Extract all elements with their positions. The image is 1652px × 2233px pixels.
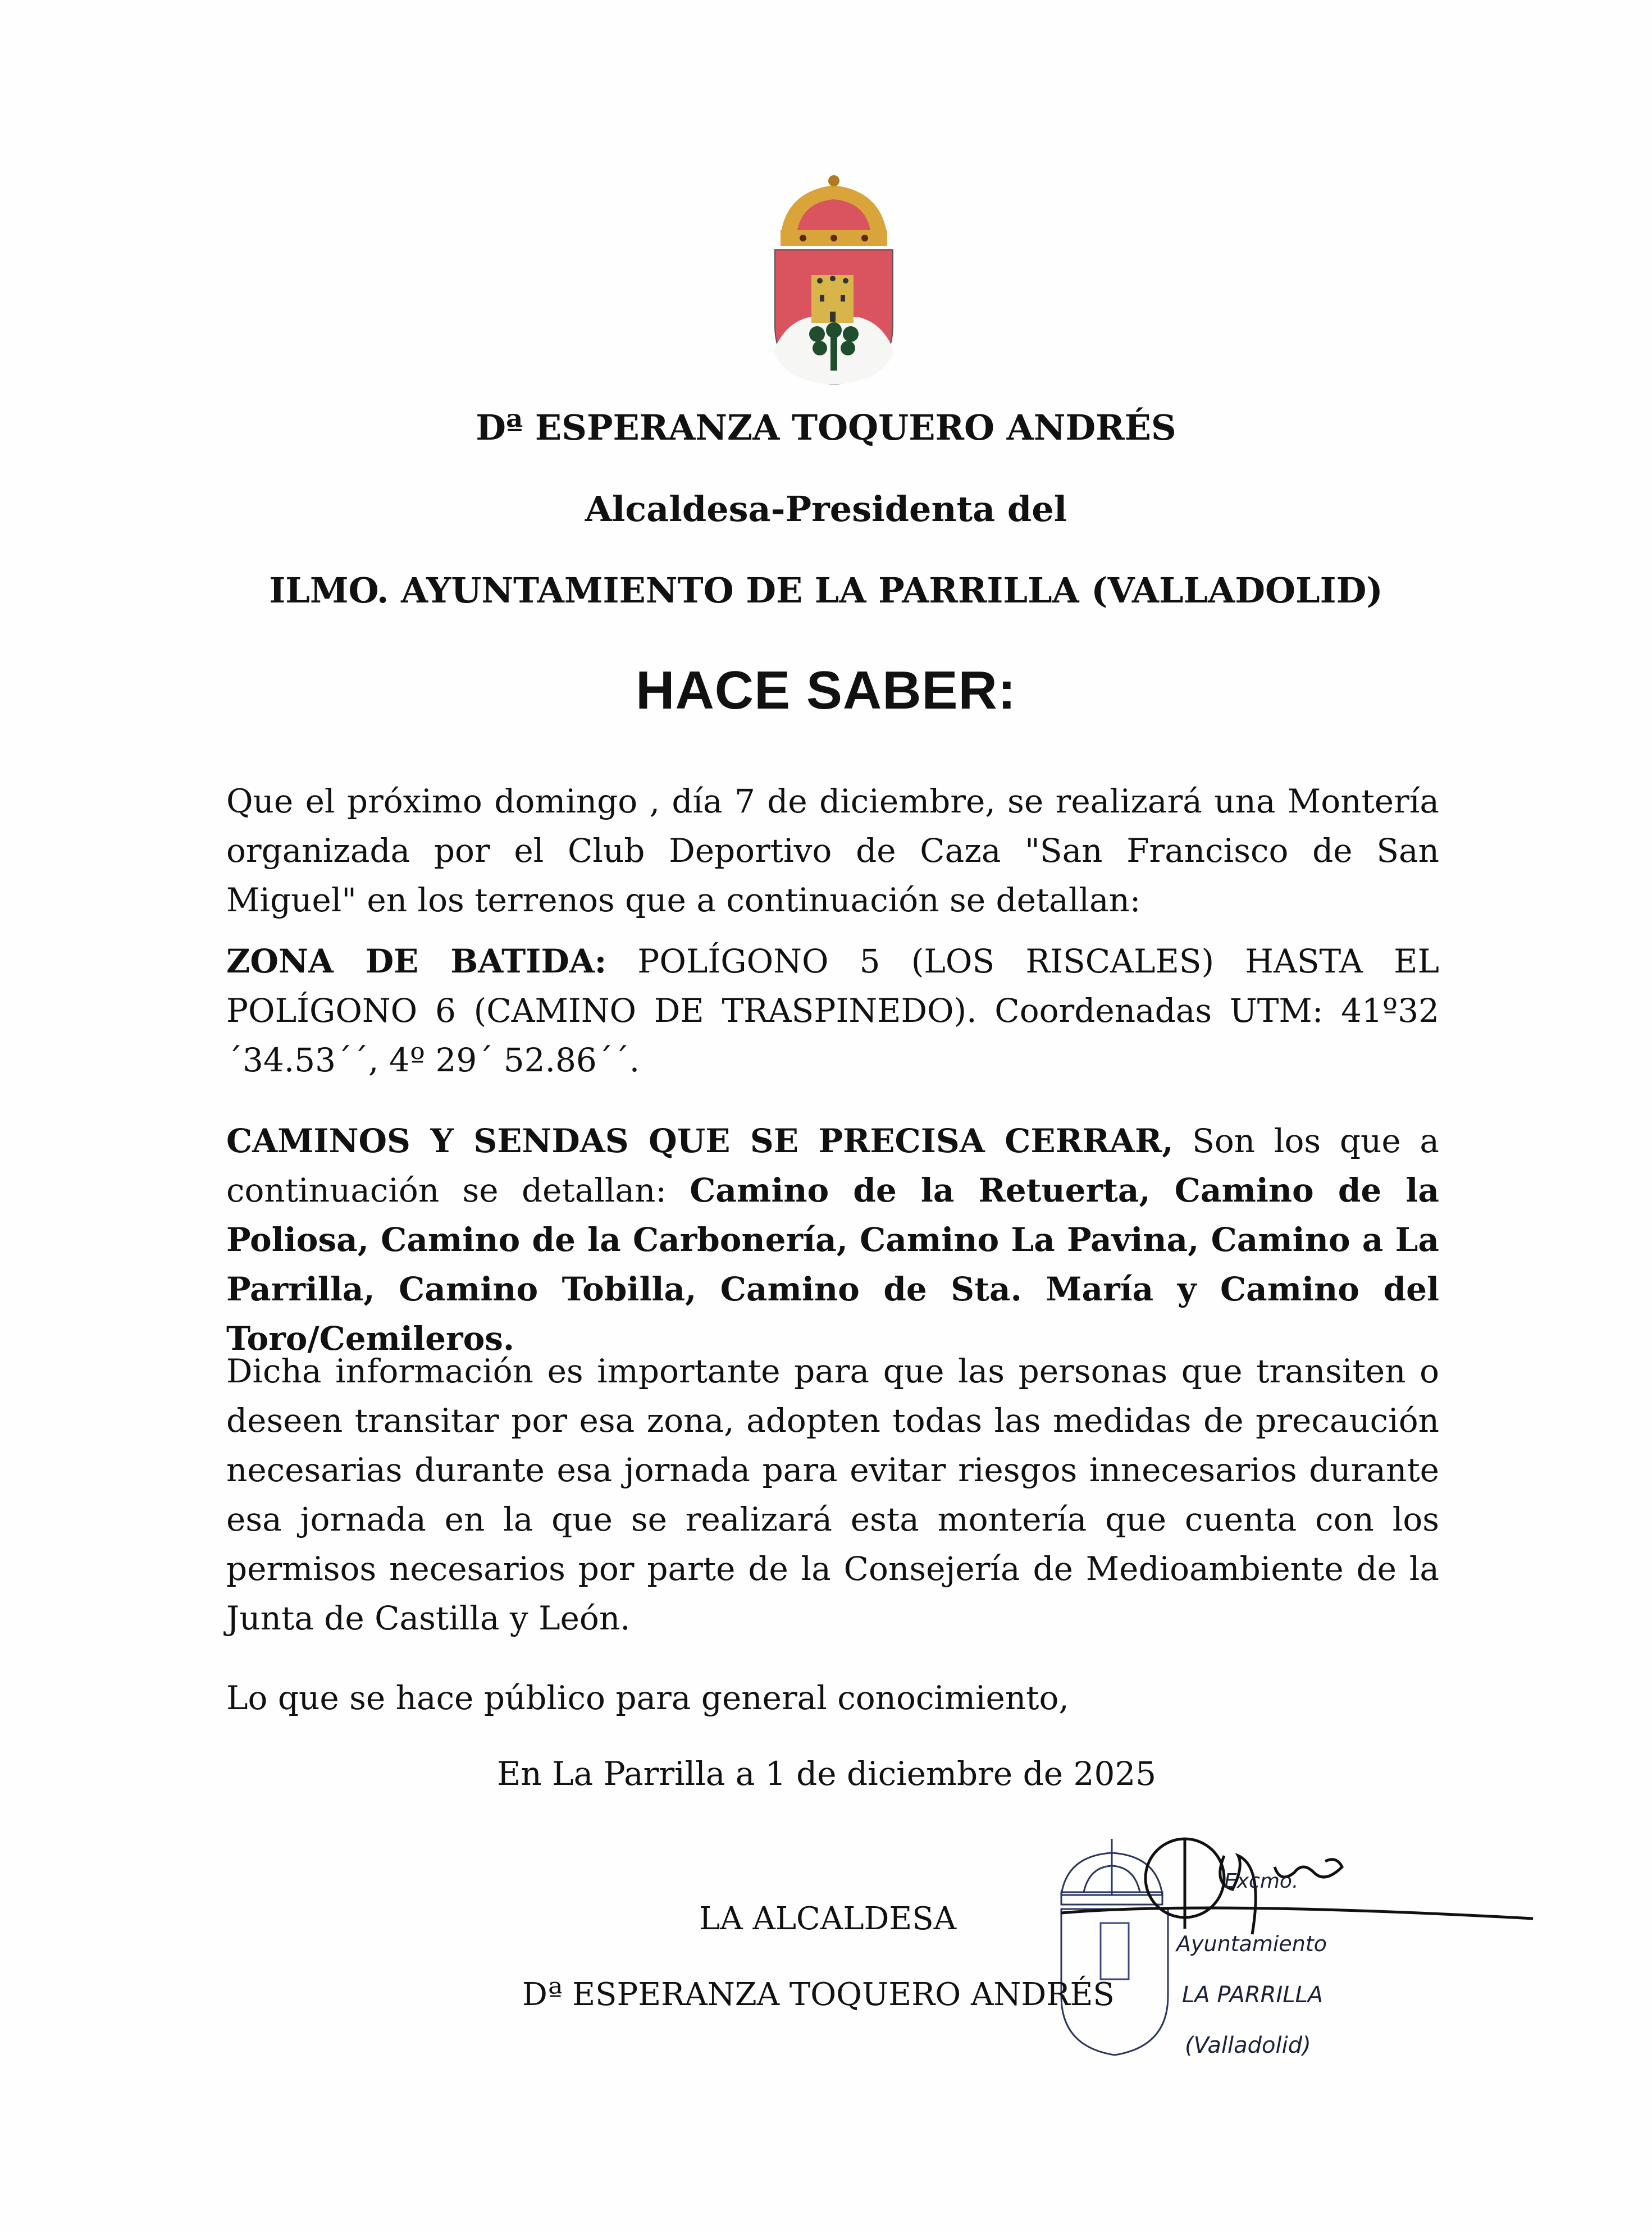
caminos-text: Son los que a continuación se detallan: <box>226 1122 1440 1209</box>
info-paragraph: Dicha información es importante para que las personas que transiten o deseen transitar por esa zona, adopten todas las medidas de precaución necesarias durante esa jornada para evitar riesgos innecesarios durante esa jornada en la que se realizará esta montería que cuenta con los permisos necesarios por parte de la Consejería de Medioambiente de la Junta de Castilla y León. <box>226 1352 1439 1637</box>
caminos-paragraph <box>226 1116 1439 1363</box>
signature-name: Dª ESPERANZA TOQUERO ANDRÉS <box>522 1976 1115 2013</box>
stamp-line: (Valladolid) <box>1185 2033 1311 2058</box>
shield-icon <box>775 250 893 385</box>
mayor-role-heading: Alcaldesa-Presidenta del <box>585 488 1067 529</box>
stamp-line: Excmo. <box>1224 1870 1299 1893</box>
signature-title: LA ALCALDESA <box>699 1901 957 1937</box>
organization-heading: ILMO. AYUNTAMIENTO DE LA PARRILLA (VALLADOLID) <box>269 570 1383 611</box>
caminos-label: CAMINOS Y SENDAS QUE SE PRECISA CERRAR, <box>226 1122 1174 1160</box>
crown-icon <box>781 175 887 246</box>
intro-paragraph: Que el próximo domingo , día 7 de diciembre, se realizará una Montería organizada por el Club Deportivo de Caza "San Francisco de San Miguel" en los terrenos que a continuación se detallan: <box>226 782 1439 919</box>
zona-paragraph <box>226 937 1439 1085</box>
caminos-list: Camino de la Retuerta, Camino de la Poliosa, Camino de la Carbonería, Camino La Pavina, Camino a La Parrilla, Camino Tobilla, Camino de Sta. María y Camino del Toro/Cemileros. <box>226 1171 1439 1358</box>
stamp-line: Ayuntamiento <box>1176 1931 1327 1956</box>
stamp-line: LA PARRILLA <box>1182 1982 1324 2008</box>
zona-text: POLÍGONO 5 (LOS RISCALES) HASTA EL POLÍGONO 6 (CAMINO DE TRASPINEDO). Coordenadas UTM: 41º32´34.53´´, 4º 29´ 52.86´´. <box>226 942 1439 1079</box>
coat-of-arms-icon <box>764 168 904 387</box>
mayor-name-heading: Dª ESPERANZA TOQUERO ANDRÉS <box>476 407 1176 448</box>
date-line: En La Parrilla a 1 de diciembre de 2025 <box>497 1755 1157 1793</box>
zona-label: ZONA DE BATIDA: <box>226 942 607 980</box>
closing-line: Lo que se hace público para general conocimiento, <box>226 1679 1069 1717</box>
document-title: HACE SABER: <box>636 660 1016 720</box>
